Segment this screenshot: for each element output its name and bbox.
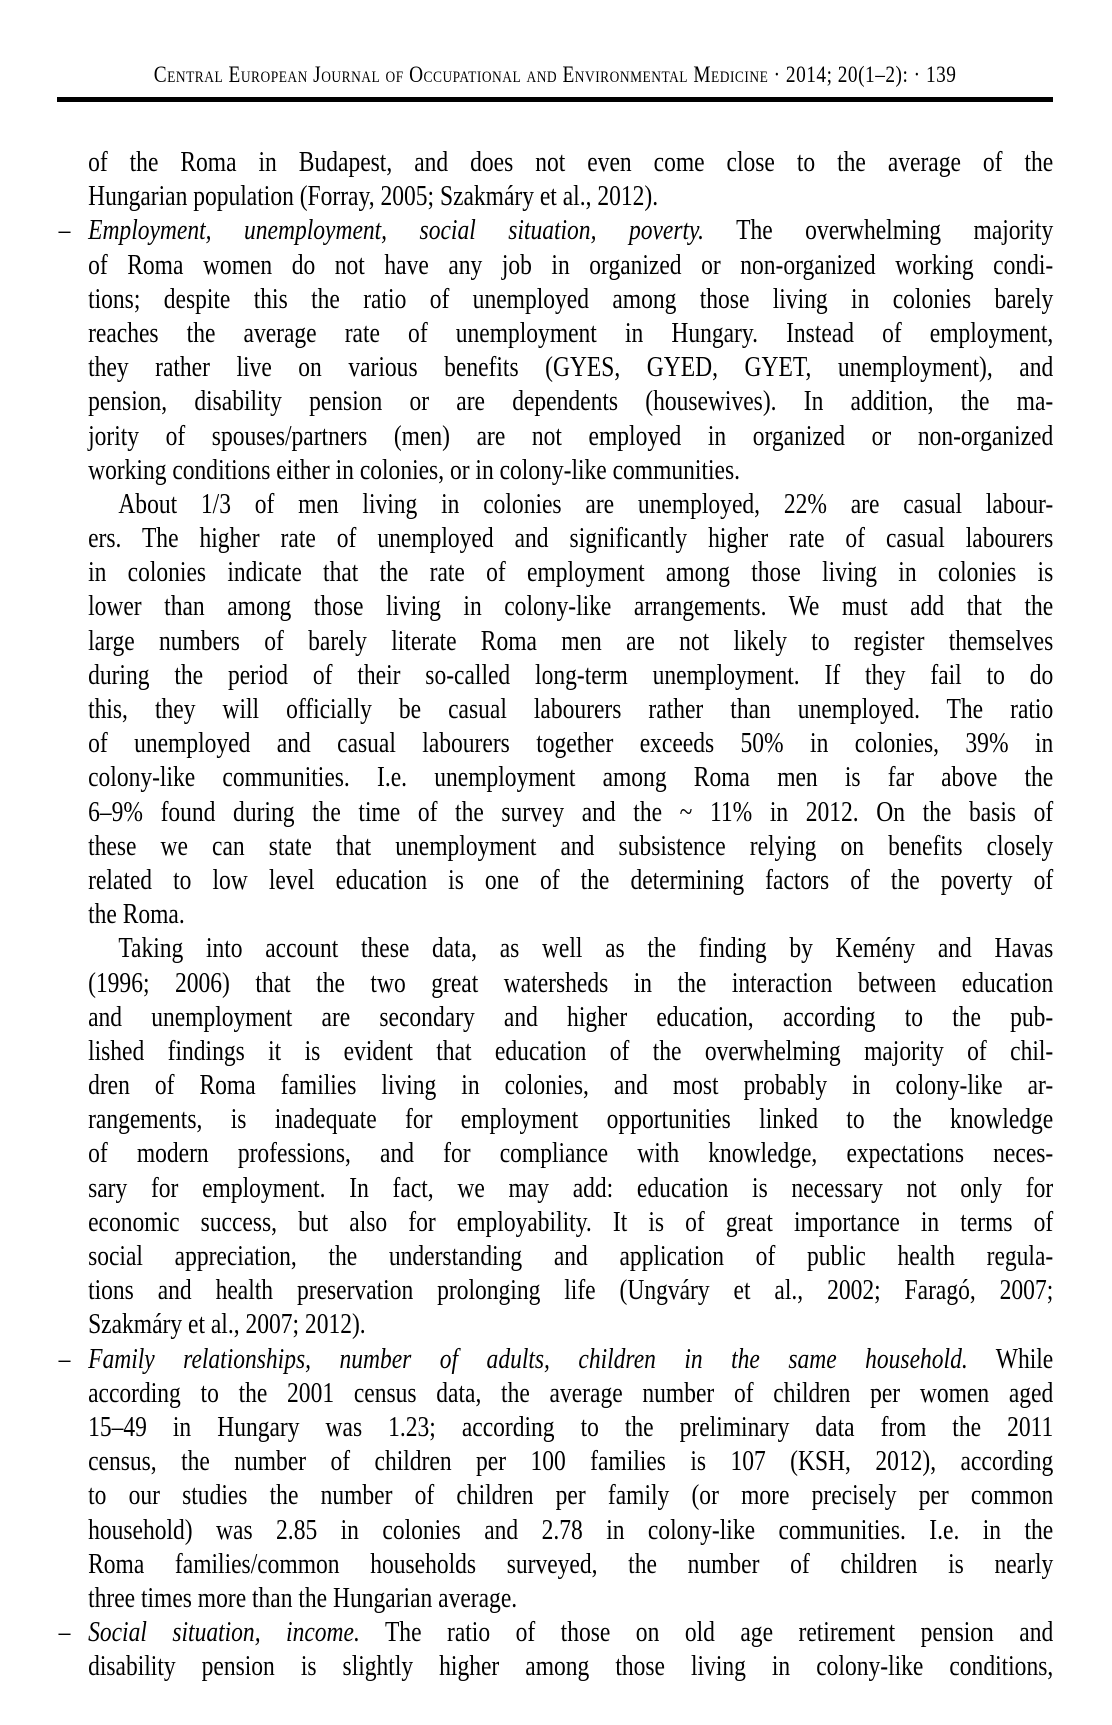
text-line (57, 830, 1053, 864)
body-text: lished findings it is evident that education of the overwhelming majority of chil- (88, 1035, 1054, 1067)
text-line (57, 1616, 1053, 1650)
body-text: Hungarian population (Forray, 2005; Szakmáry et al., 2012). (88, 181, 659, 213)
text-line (57, 1377, 1053, 1411)
body-text: of the Roma in Budapest, and does not even come close to the average of the (88, 147, 1054, 178)
text-line (57, 1103, 1053, 1137)
text-line (57, 351, 1053, 385)
text-line (57, 727, 1053, 761)
body-text: lower than among those living in colony-like arrangements. We must add that the (88, 591, 1054, 623)
body-text: tions; despite this the ratio of unemployed among those living in colonies barely (88, 283, 1054, 315)
text-line (57, 1308, 1053, 1342)
text-line (57, 556, 1053, 590)
body-text: rangements, is inadequate for employment opportunities linked to the knowledge (88, 1104, 1054, 1136)
body-text: these we can state that unemployment and subsistence relying on benefits closely (88, 830, 1054, 862)
paragraph (57, 488, 1053, 932)
body-text: this, they will officially be casual labourers rather than unemployed. The ratio (88, 694, 1054, 725)
text-line (57, 967, 1053, 1001)
body-text: in colonies indicate that the rate of employment among those living in colonies is (88, 557, 1054, 589)
body-text: tions and health preservation prolonging life (Ungváry et al., 2002; Faragó, 2007; (88, 1275, 1054, 1307)
body-text: ers. The higher rate of unemployed and significantly higher rate of casual labourers (88, 523, 1054, 555)
text-line (57, 1069, 1053, 1103)
italic-run-in-heading: Social situation, income. (88, 1617, 360, 1649)
text-line (57, 659, 1053, 693)
body-text: three times more than the Hungarian average. (88, 1582, 518, 1614)
running-header-text: Central European Journal of Occupational and Environmental Medicine · 2014; 20(1–2): · 139 (153, 62, 957, 87)
text-line (57, 898, 1053, 932)
text-line (57, 1172, 1053, 1206)
list-dash-marker: – (58, 215, 71, 247)
body-text: Szakmáry et al., 2007; 2012). (88, 1309, 366, 1341)
body-text: of modern professions, and for compliance with knowledge, expectations neces- (88, 1138, 1054, 1170)
text-line (57, 1343, 1053, 1377)
body-text: large numbers of barely literate Roma men are not likely to register themselves (88, 625, 1054, 657)
body-text: to our studies the number of children per family (or more precisely per common (88, 1480, 1054, 1512)
body-text: economic success, but also for employability. It is of great importance in terms of (88, 1206, 1054, 1238)
body-text: The ratio of those on old age retirement pension and (359, 1617, 1054, 1649)
text-line (57, 1650, 1053, 1684)
text-line (57, 693, 1053, 727)
body-text: Roma families/common households surveyed, the number of children is nearly (88, 1548, 1054, 1580)
text-line (57, 864, 1053, 898)
text-line (57, 1206, 1053, 1240)
text-line (57, 796, 1053, 830)
body-text: dren of Roma families living in colonies, and most probably in colony-like ar- (88, 1070, 1054, 1102)
italic-run-in-heading: Employment, unemployment, social situation, poverty. (88, 215, 705, 247)
body-text: 15–49 in Hungary was 1.23; according to the preliminary data from the 2011 (88, 1411, 1054, 1443)
text-line (57, 1240, 1053, 1274)
body-text: according to the 2001 census data, the average number of children per women aged (88, 1377, 1054, 1409)
body-text: 6–9% found during the time of the survey and the ~ 11% in 2012. On the basis of (88, 796, 1054, 828)
italic-run-in-heading: Family relationships, number of adults, children in the same household. (88, 1343, 968, 1375)
body-text: they rather live on various benefits (GYES, GYED, GYET, unemployment), and (88, 352, 1054, 384)
body-text: sary for employment. In fact, we may add: education is necessary not only for (88, 1172, 1054, 1204)
text-line (57, 625, 1053, 659)
list-item (57, 214, 1053, 488)
text-line (57, 1548, 1053, 1582)
body-text: Taking into account these data, as well as the finding by Kemény and Havas (118, 933, 1054, 965)
text-line (57, 1035, 1053, 1069)
body-text: the Roma. (88, 899, 185, 931)
body-text: jority of spouses/partners (men) are not employed in organized or non-organized (88, 420, 1054, 452)
text-line (57, 283, 1053, 317)
header-rule (57, 97, 1053, 102)
text-line (57, 590, 1053, 624)
body-text: and unemployment are secondary and higher education, according to the pub- (88, 1001, 1054, 1033)
body-text: of unemployed and casual labourers together exceeds 50% in colonies, 39% in (88, 728, 1054, 760)
text-line (57, 522, 1053, 556)
body-text: (1996; 2006) that the two great watersheds in the interaction between education (88, 967, 1054, 999)
body-text: of Roma women do not have any job in organized or non-organized working condi- (88, 249, 1054, 281)
list-dash-marker: – (58, 1343, 71, 1375)
document-body (57, 146, 1053, 1684)
text-line (57, 249, 1053, 283)
body-text: working conditions either in colonies, or in colony-like communities. (88, 454, 740, 486)
text-line (57, 1411, 1053, 1445)
text-line (57, 420, 1053, 454)
text-line (57, 932, 1053, 966)
text-line (57, 317, 1053, 351)
text-line (57, 180, 1053, 214)
running-header (57, 60, 1053, 90)
text-line (57, 454, 1053, 488)
body-text: colony-like communities. I.e. unemployment among Roma men is far above the (88, 762, 1054, 794)
text-line (57, 761, 1053, 795)
body-text: pension, disability pension or are dependents (housewives). In addition, the ma- (88, 386, 1054, 418)
text-line (57, 1445, 1053, 1479)
text-line (57, 146, 1053, 180)
list-dash-marker: – (58, 1617, 71, 1649)
text-line (57, 1137, 1053, 1171)
text-line (57, 385, 1053, 419)
list-item (57, 1343, 1053, 1617)
body-text: household) was 2.85 in colonies and 2.78 in colony-like communities. I.e. in the (88, 1514, 1054, 1546)
body-text: social appreciation, the understanding and application of public health regula- (88, 1241, 1054, 1272)
body-text: census, the number of children per 100 families is 107 (KSH, 2012), according (88, 1446, 1054, 1478)
text-line (57, 1514, 1053, 1548)
body-text: reaches the average rate of unemployment in Hungary. Instead of employment, (88, 317, 1054, 349)
text-line (57, 1582, 1053, 1616)
body-text: About 1/3 of men living in colonies are unemployed, 22% are casual labour- (118, 488, 1054, 520)
body-text: related to low level education is one of the determining factors of the poverty of (88, 864, 1054, 896)
paragraph (57, 146, 1053, 214)
text-line (57, 1479, 1053, 1513)
list-item (57, 1616, 1053, 1684)
text-line (57, 1001, 1053, 1035)
text-line (57, 214, 1053, 248)
text-line (57, 488, 1053, 522)
text-line (57, 1274, 1053, 1308)
body-text: While (967, 1343, 1054, 1375)
paragraph (57, 932, 1053, 1342)
body-text: during the period of their so-called long-term unemployment. If they fail to do (88, 659, 1054, 691)
body-text: disability pension is slightly higher among those living in colony-like conditions, (88, 1651, 1054, 1683)
body-text: The overwhelming majority (704, 215, 1054, 247)
